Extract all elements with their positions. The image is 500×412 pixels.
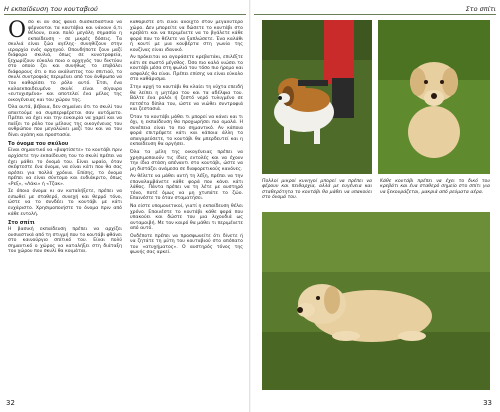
labrador-lying-photo: [262, 212, 490, 390]
paragraph: Αν πρόκειται να αγοράσετε κρεβατάκι, επιλέξτε κάτι σε σωστό μέγεθος. Όσο πιο καλά νιώσει το κουτάβι μέσα στη φωλιά του τόσο πιο ήρεμο και ασφαλές θα είναι. Πρέπει επίσης να είναι εύκολο στο καθάρισμα.: [130, 55, 243, 83]
section-heading: Στο σπίτι: [8, 220, 35, 227]
book-spine: [249, 0, 251, 412]
labrador-grass-photo: [378, 20, 490, 174]
beagle-puppy-photo: [262, 20, 372, 174]
left-column-2: [130, 20, 243, 395]
left-header-rule: [4, 14, 246, 15]
left-page-number: 32: [6, 399, 15, 407]
section-heading: Το όνομα του σκύλου: [8, 141, 69, 148]
right-page-number: 33: [483, 399, 492, 407]
beagle-photo-caption: Πολλοί μικροί κυνηγοί μπορεί να πρέπει να φέρουν και πειθαρχία, αλλά με ευγένεια και σταθερότητα το κουτάβι θα μάθει να υπακούει στο όνομά του.: [262, 179, 372, 201]
labrador-photo-caption: Κάθε κουτάβι πρέπει να έχει το δικό του κρεβάτι και ένα σταθερό σημείο στο σπίτι για να ξεκουράζεται, μακριά από ρεύματα αέρα.: [380, 179, 490, 195]
paragraph: Όλα τα μέλη της οικογένειας πρέπει να χρησιμοποιούν τις ίδιες εντολές και να έχουν την ίδια στάση απέναντι στο κουτάβι, ώστε να μη διστάζει ανάμεσα σε διαφορετικούς κανόνες.: [130, 150, 243, 172]
right-running-title: Στο σπίτι: [465, 4, 496, 13]
paragraph: Είναι σημαντικό να «βαφτίσετε» το κουτάβι πριν αρχίσετε την εκπαίδευση του το σκυλί πρέπει να έχει μάθει το όνομά του. Είναι ωραίο, όταν σκέφτεστε ένα όνομα, να είναι κάτι που θα σας αρέσει για πολλά χρόνια. Επίσης, το όνομα πρέπει να είναι σύντομο και ευδιάκριτο, όπως «Ρεξ», «Λάκι» ή «Τζακ».: [8, 148, 122, 187]
paragraph: Όλα αυτά, βέβαια, δεν σημαίνει ότι το σκυλί του απαιτούμε να συμπεριφέρεται σαν αυτόματο. Πρέπει να έχει και την ευκαιρία να χαρεί και να παίξει το ρόλο του μέλους της οικογένειας του ανθρώπου που μεγαλώνει μαζί του και να του δίνει αγάπη και προστασία.: [8, 105, 122, 138]
paragraph: καθορίστε ότι είναι ανοιχτό στον μεγαλύτερο χώρο. Δεν μπορείτε να δώσετε το κουτάβι στο κρεβάτι και να περιμένετε να το βγάλετε κάθε φορά που το θέλετε να ξαπλώσετε. Ένα καλάθι ή κουτί με μια κουβέρτα στη γωνία της κουζίνας είναι ιδανικό.: [130, 20, 243, 53]
right-header-rule: [254, 14, 496, 15]
intro-paragraph: Οσο κι αν σας φανεί διασκεδαστικό να φέρνονται τα κουτάβια και νάνουν ό,τι θέλουν, ειναι πολύ μεγάλη σημασία η εκπαίδευση - σε μικρές δόσεις. Τα σκυλιά είναι ζώα αγέλης· συνηθίζουν στην ιεραρχία ενός αρχηγού. Οπουδήποτε ζουν μαζί διάφορα σκυλιά, όπως σε κυνοτροφεία, ξεχωρίζουν εύκολα ποιο ο αρχηγός του δικτύου στο οποίο ζει και συνήθως το επιβάλει διάφορους ότι ο πιο ακάλυπτος του σπιτιού, το σκυλί συντροφιάς περιμένει από τον άνθρωπο να του καθορίσει το ρόλο αυτό. Έτσι, ένα καλοεκπαιδευμένο σκυλί είναι σίγουρα «ευτυχισμένο» και αποτελεί ένα μέλος της οικογένειας και του χώρου της.: [8, 20, 122, 103]
paragraph: Όταν το κουτάβι μάθει τι μπορεί να κάνει και τι όχι, η εκπαίδευση θα προχωρήσει πιο ομαλά. Η συνέπεια είναι το πιο σημαντικό. Αν κάποια φορά επιτρέψετε κάτι και κάποια άλλη το απαγορεύσετε, το κουτάβι θα μπερδευτεί και η εκπαίδευση θα αργήσει.: [130, 114, 243, 148]
drop-cap: Ο: [8, 20, 27, 43]
left-column-1: [8, 20, 122, 395]
left-running-title: Η εκπαίδευση του κουταβιού: [4, 4, 98, 13]
paragraph: Στην αρχή το κουτάβι θα κλαίει τη νύχτα επειδή θα λείπει η μητέρα του και τα αδέλφια του. Βάλτε ένα ρολόι ή ζεστό νερό τυλιγμένο σε πετσέτα δίπλα του, ώστε να νιώθει συντροφιά και ζεστασιά.: [130, 85, 243, 113]
paragraph: Αν θέλετε να μάθει αυτή τη λέξη, πρέπει να την επαναλαμβάνετε κάθε φορά που κάνει κάτι λάθος. Πάντα πρέπει να τη λέτε με αυστηρό τόνο, ποτέ όμως να μη χτυπάτε το ζώο. Επαινέστε το όταν σταματήσει.: [130, 174, 243, 202]
paragraph: Να είστε υπομονετικοί, γιατί η εκπαίδευση θέλει χρόνο. Επαινέστε το κουτάβι κάθε φορά που υπακούει και δώστε του μια λιχουδιά ως ανταμοιβή. Με τον καιρό θα μάθει τι περιμένετε από αυτό.: [130, 203, 243, 232]
paragraph: Σε όποιο όνομα κι αν καταλήξετε, πρέπει να ειπωθεί με σταθερό, συνεχή και θερμό τόνο, ώστε να το συνδέει το κουτάβι με κάτι ευχάριστο. Χρησιμοποιήστε το όνομα πριν από κάθε εντολή.: [8, 189, 122, 217]
paragraph: Ουδέποτε πρέπει να προσφωνείτε ότι δίνετε ή να ζητάτε τη μύτη του κουταβιού στο απόπατο του «ατυχήματος». Ο αυστηρός τόνος της φωνής σας αρκεί.: [130, 233, 243, 256]
paragraph: Η βασική εκπαίδευση πρέπει να αρχίζει ουσιαστικά από τη στιγμή που το κουτάβι φθάνει στο καινούργιο σπίτικό του. Είναι πολύ σημαντικό ο χώρος να καταλήξει στη διάταξη του χώρου που σκυλί θα κοιμάται.: [8, 227, 122, 255]
